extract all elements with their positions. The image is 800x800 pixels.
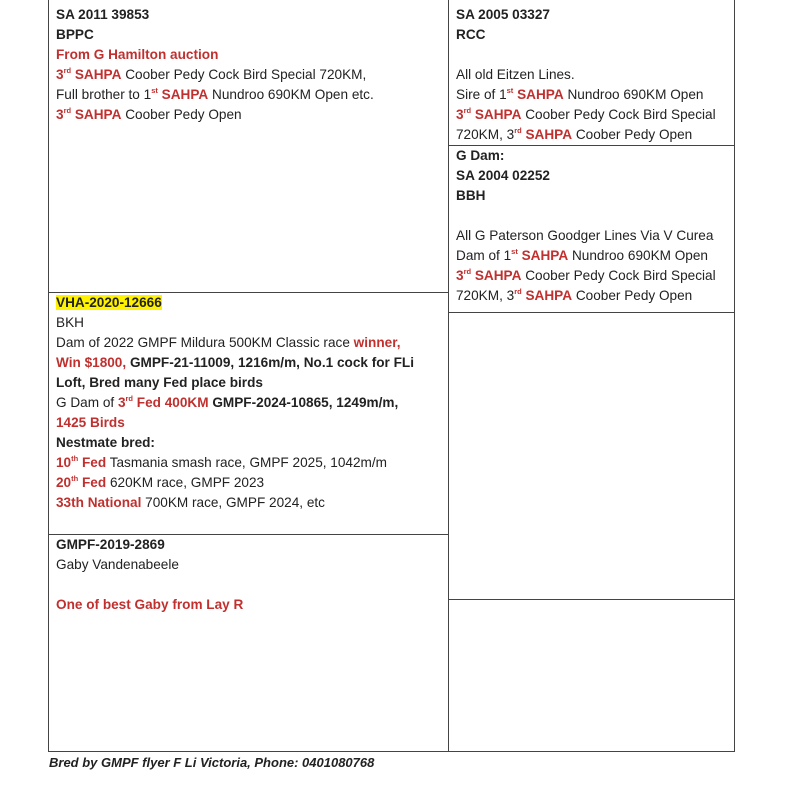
dam-ring-number: VHA-2020-12666: [56, 295, 162, 310]
nestmate-label: Nestmate bred:: [56, 435, 155, 450]
dam-ring-line: [56, 293, 444, 313]
spacer: [456, 206, 730, 226]
grandsire-ring-number: SA 2005 03327: [456, 7, 550, 22]
grandsire-result-2: 3rd SAHPA Coober Pedy Cock Bird Special: [456, 106, 716, 122]
granddam-result-1: Dam of 1st SAHPA Nundroo 690KM Open: [456, 247, 708, 263]
damsire-name: Gaby Vandenabeele: [56, 557, 179, 572]
nestmate-result-3: 33th National 700KM race, GMPF 2024, etc: [56, 495, 325, 510]
grandsire-result-3: 720KM, 3rd SAHPA Coober Pedy Open: [456, 126, 693, 142]
spacer: [56, 575, 444, 595]
empty-cell-lower: [449, 600, 734, 751]
sire-result-2: Full brother to 1st SAHPA Nundroo 690KM Open etc.: [56, 86, 374, 102]
granddam-lines: All G Paterson Goodger Lines Via V Curea: [456, 228, 714, 243]
granddam-cell: [456, 146, 730, 306]
grandsire-result-1: Sire of 1st SAHPA Nundroo 690KM Open: [456, 86, 704, 102]
sire-result-1: 3rd SAHPA Coober Pedy Cock Bird Special 720KM,: [56, 66, 367, 82]
nestmate-result-2: 20th Fed 620KM race, GMPF 2023: [56, 474, 265, 490]
damsire-note: One of best Gaby from Lay R: [56, 597, 244, 612]
grandsire-lines: All old Eitzen Lines.: [456, 67, 575, 82]
granddam-ring-number: SA 2004 02252: [456, 168, 550, 183]
dam-color: BKH: [56, 315, 84, 330]
spacer: [456, 45, 730, 65]
dam-cell: [56, 293, 444, 513]
sire-ring-number: SA 2011 39853: [56, 7, 150, 22]
granddam-result-3: 720KM, 3rd SAHPA Coober Pedy Open: [456, 287, 693, 303]
dam-line-1: Dam of 2022 GMPF Mildura 500KM Classic race winner,: [56, 335, 401, 350]
sire-cell: [56, 5, 444, 125]
dam-line-2: Win $1800, GMPF-21-11009, 1216m/m, No.1 cock for FLi: [56, 355, 415, 370]
grid-line-left: [48, 0, 49, 752]
pedigree-grid: [48, 0, 735, 752]
granddam-label: G Dam:: [456, 148, 505, 163]
granddam-color: BBH: [456, 188, 486, 203]
dam-line-4: G Dam of 3rd Fed 400KM GMPF-2024-10865, 1249m/m,: [56, 394, 399, 410]
dam-line-3: Loft, Bred many Fed place birds: [56, 375, 263, 390]
grandsire-color: RCC: [456, 27, 486, 42]
breeder-footer: Bred by GMPF flyer F Li Victoria, Phone: 0401080768: [49, 755, 375, 770]
dam-line-5: 1425 Birds: [56, 415, 125, 430]
grid-line-right: [734, 0, 735, 752]
damsire-cell: [56, 535, 444, 615]
granddam-result-2: 3rd SAHPA Coober Pedy Cock Bird Special: [456, 267, 716, 283]
sire-color: BPPC: [56, 27, 94, 42]
sire-origin: From G Hamilton auction: [56, 47, 219, 62]
empty-cell-upper: [449, 313, 734, 599]
grandsire-cell: [456, 5, 730, 145]
grid-line-bottom: [48, 751, 735, 752]
nestmate-result-1: 10th Fed Tasmania smash race, GMPF 2025, 1042m/m: [56, 454, 387, 470]
sire-result-3: 3rd SAHPA Coober Pedy Open: [56, 106, 242, 122]
damsire-ring-number: GMPF-2019-2869: [56, 537, 165, 552]
